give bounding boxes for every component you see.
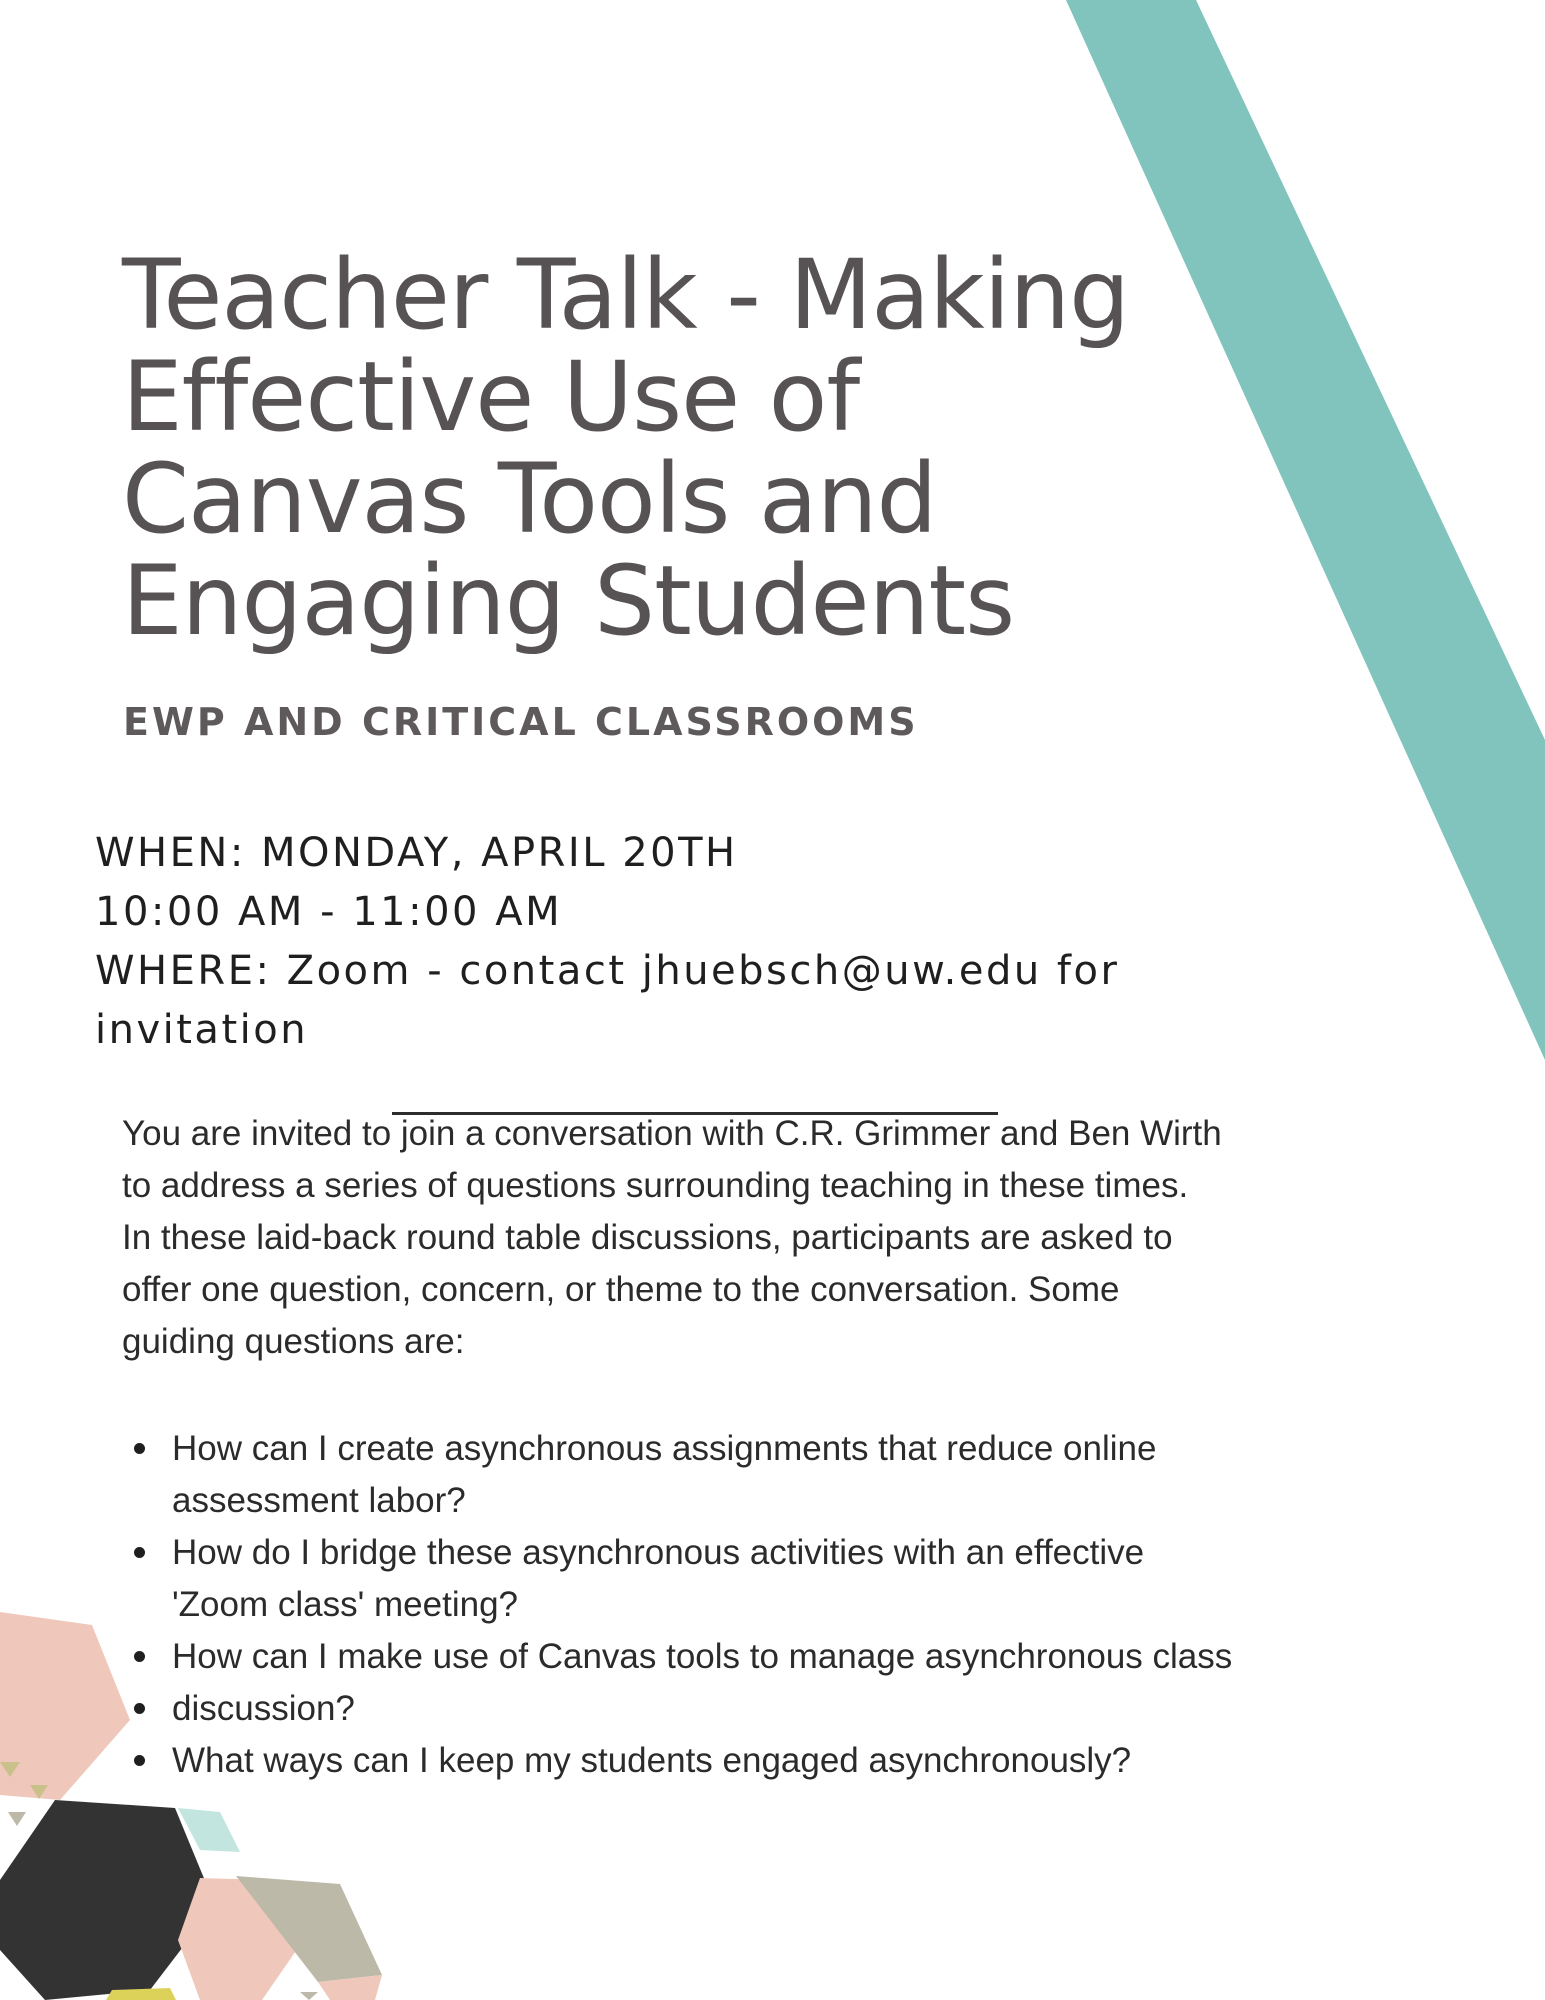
- olive-triangle-shape: [8, 1812, 26, 1826]
- intro-line: You are invited to join a conversation with C.R. Grimmer and Ben Wirth: [122, 1114, 1222, 1153]
- list-item: [122, 1631, 1322, 1683]
- event-subtitle: EWP AND CRITICAL CLASSROOMS: [123, 700, 919, 744]
- question-line: What ways can I keep my students engaged asynchronously?: [172, 1741, 1132, 1780]
- question-line: How can I make use of Canvas tools to manage asynchronous class: [172, 1637, 1233, 1676]
- question-line: 'Zoom class' meeting?: [172, 1585, 519, 1624]
- title-line: Engaging Students: [122, 545, 1015, 657]
- bullet-icon: [134, 1547, 145, 1558]
- pink-hexagon-shape: [0, 1612, 130, 1800]
- event-location: WHERE: Zoom - contact jhuebsch@uw.edu for: [95, 948, 1120, 994]
- bullet-icon: [134, 1651, 145, 1662]
- dark-hexagon-shape: [0, 1800, 215, 2000]
- olive-triangle-shape: [300, 1992, 318, 2000]
- title-line: Canvas Tools and: [122, 443, 937, 555]
- list-item: [122, 1735, 1322, 1787]
- intro-paragraph: [122, 1108, 1322, 1368]
- list-item: [122, 1527, 1322, 1631]
- intro-line: to address a series of questions surrounding teaching in these times.: [122, 1166, 1189, 1205]
- title-line: Effective Use of: [122, 341, 860, 453]
- intro-line: offer one question, concern, or theme to the conversation. Some: [122, 1270, 1120, 1309]
- title-line: Teacher Talk - Making: [122, 239, 1130, 351]
- list-item: [122, 1423, 1322, 1527]
- event-details: [95, 824, 1195, 1060]
- question-line: assessment labor?: [172, 1481, 466, 1520]
- event-title: [122, 239, 1202, 657]
- event-date: WHEN: MONDAY, APRIL 20TH: [95, 830, 738, 876]
- event-location-continued: invitation: [95, 1007, 309, 1053]
- bullet-icon: [134, 1443, 145, 1454]
- question-line: discussion?: [172, 1689, 355, 1728]
- event-time: 10:00 AM - 11:00 AM: [95, 889, 563, 935]
- bullet-icon: [134, 1703, 145, 1714]
- bullet-icon: [134, 1755, 145, 1766]
- question-line: How do I bridge these asynchronous activities with an effective: [172, 1533, 1145, 1572]
- list-item: [122, 1683, 1322, 1735]
- question-line: How can I create asynchronous assignments that reduce online: [172, 1429, 1157, 1468]
- intro-line: guiding questions are:: [122, 1322, 465, 1361]
- guiding-questions-list: [122, 1423, 1322, 1787]
- intro-line: In these laid-back round table discussions, participants are asked to: [122, 1218, 1173, 1257]
